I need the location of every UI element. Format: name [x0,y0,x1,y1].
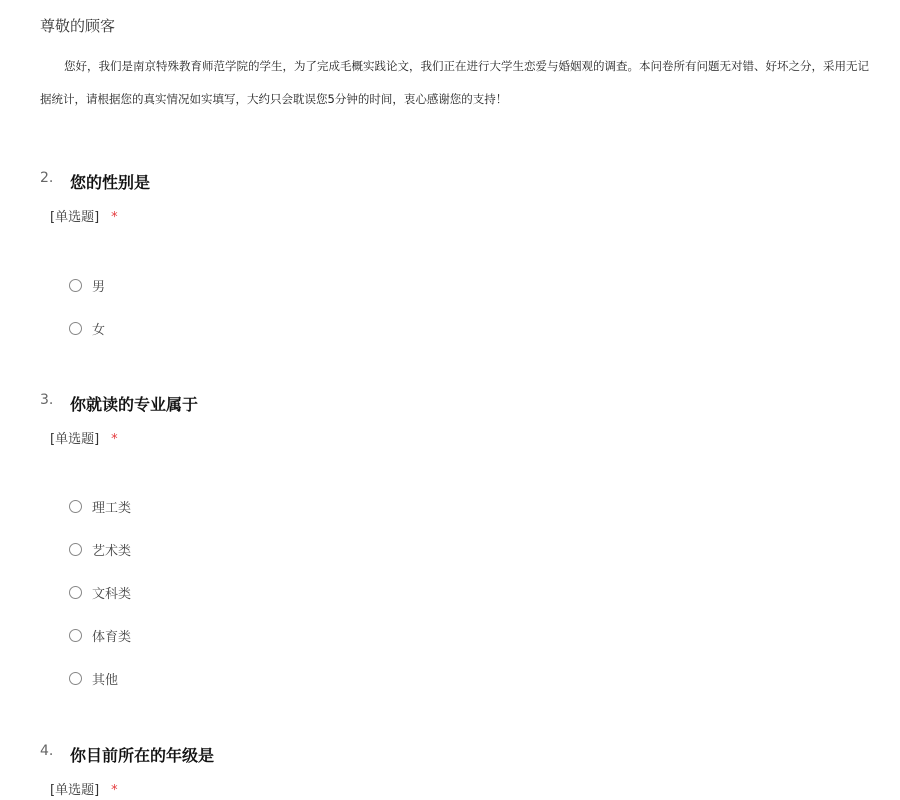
required-marker: * [111,783,118,798]
option-liberal-arts[interactable] [69,583,131,601]
option-label: 女 [92,322,106,338]
option-sports[interactable] [69,626,131,644]
radio-button[interactable] [69,672,82,685]
option-label: 文科类 [92,586,132,602]
option-label: 理工类 [92,500,132,516]
question-type-label: [单选题] [50,210,100,225]
question-title: 你就读的专业属于 [70,395,199,414]
question-number: 2. [40,170,54,186]
question-number: 4. [40,743,54,759]
option-label: 男 [92,279,106,295]
option-label: 其他 [92,672,119,688]
question-number: 3. [40,392,54,408]
radio-button[interactable] [69,629,82,642]
required-marker: * [111,432,118,447]
option-label: 艺术类 [92,543,132,559]
intro-line-2: 据统计，请根据您的真实情况如实填写，大约只会耽误您5分钟的时间，衷心感谢您的支持！ [40,92,508,106]
option-male[interactable] [69,276,105,294]
option-other[interactable] [69,669,118,687]
greeting-heading: 尊敬的顾客 [40,17,116,35]
question-type-label: [单选题] [50,783,100,798]
option-female[interactable] [69,319,105,337]
intro-line-1: 您好，我们是南京特殊教育师范学院的学生，为了完成毛概实践论文，我们正在进行大学生恋爱与婚姻观的调查。本问卷所有问题无对错、好坏之分，采用无记 [64,59,869,73]
option-label: 体育类 [92,629,132,645]
radio-button[interactable] [69,586,82,599]
option-science-engineering[interactable] [69,497,131,515]
required-marker: * [111,210,118,225]
option-arts[interactable] [69,540,131,558]
question-type [50,779,118,798]
radio-button[interactable] [69,279,82,292]
question-type [50,428,118,447]
question-type-label: [单选题] [50,432,100,447]
radio-button[interactable] [69,543,82,556]
question-type [50,206,118,225]
question-title: 你目前所在的年级是 [70,746,215,765]
radio-button[interactable] [69,322,82,335]
question-title: 您的性别是 [70,173,151,192]
radio-button[interactable] [69,500,82,513]
